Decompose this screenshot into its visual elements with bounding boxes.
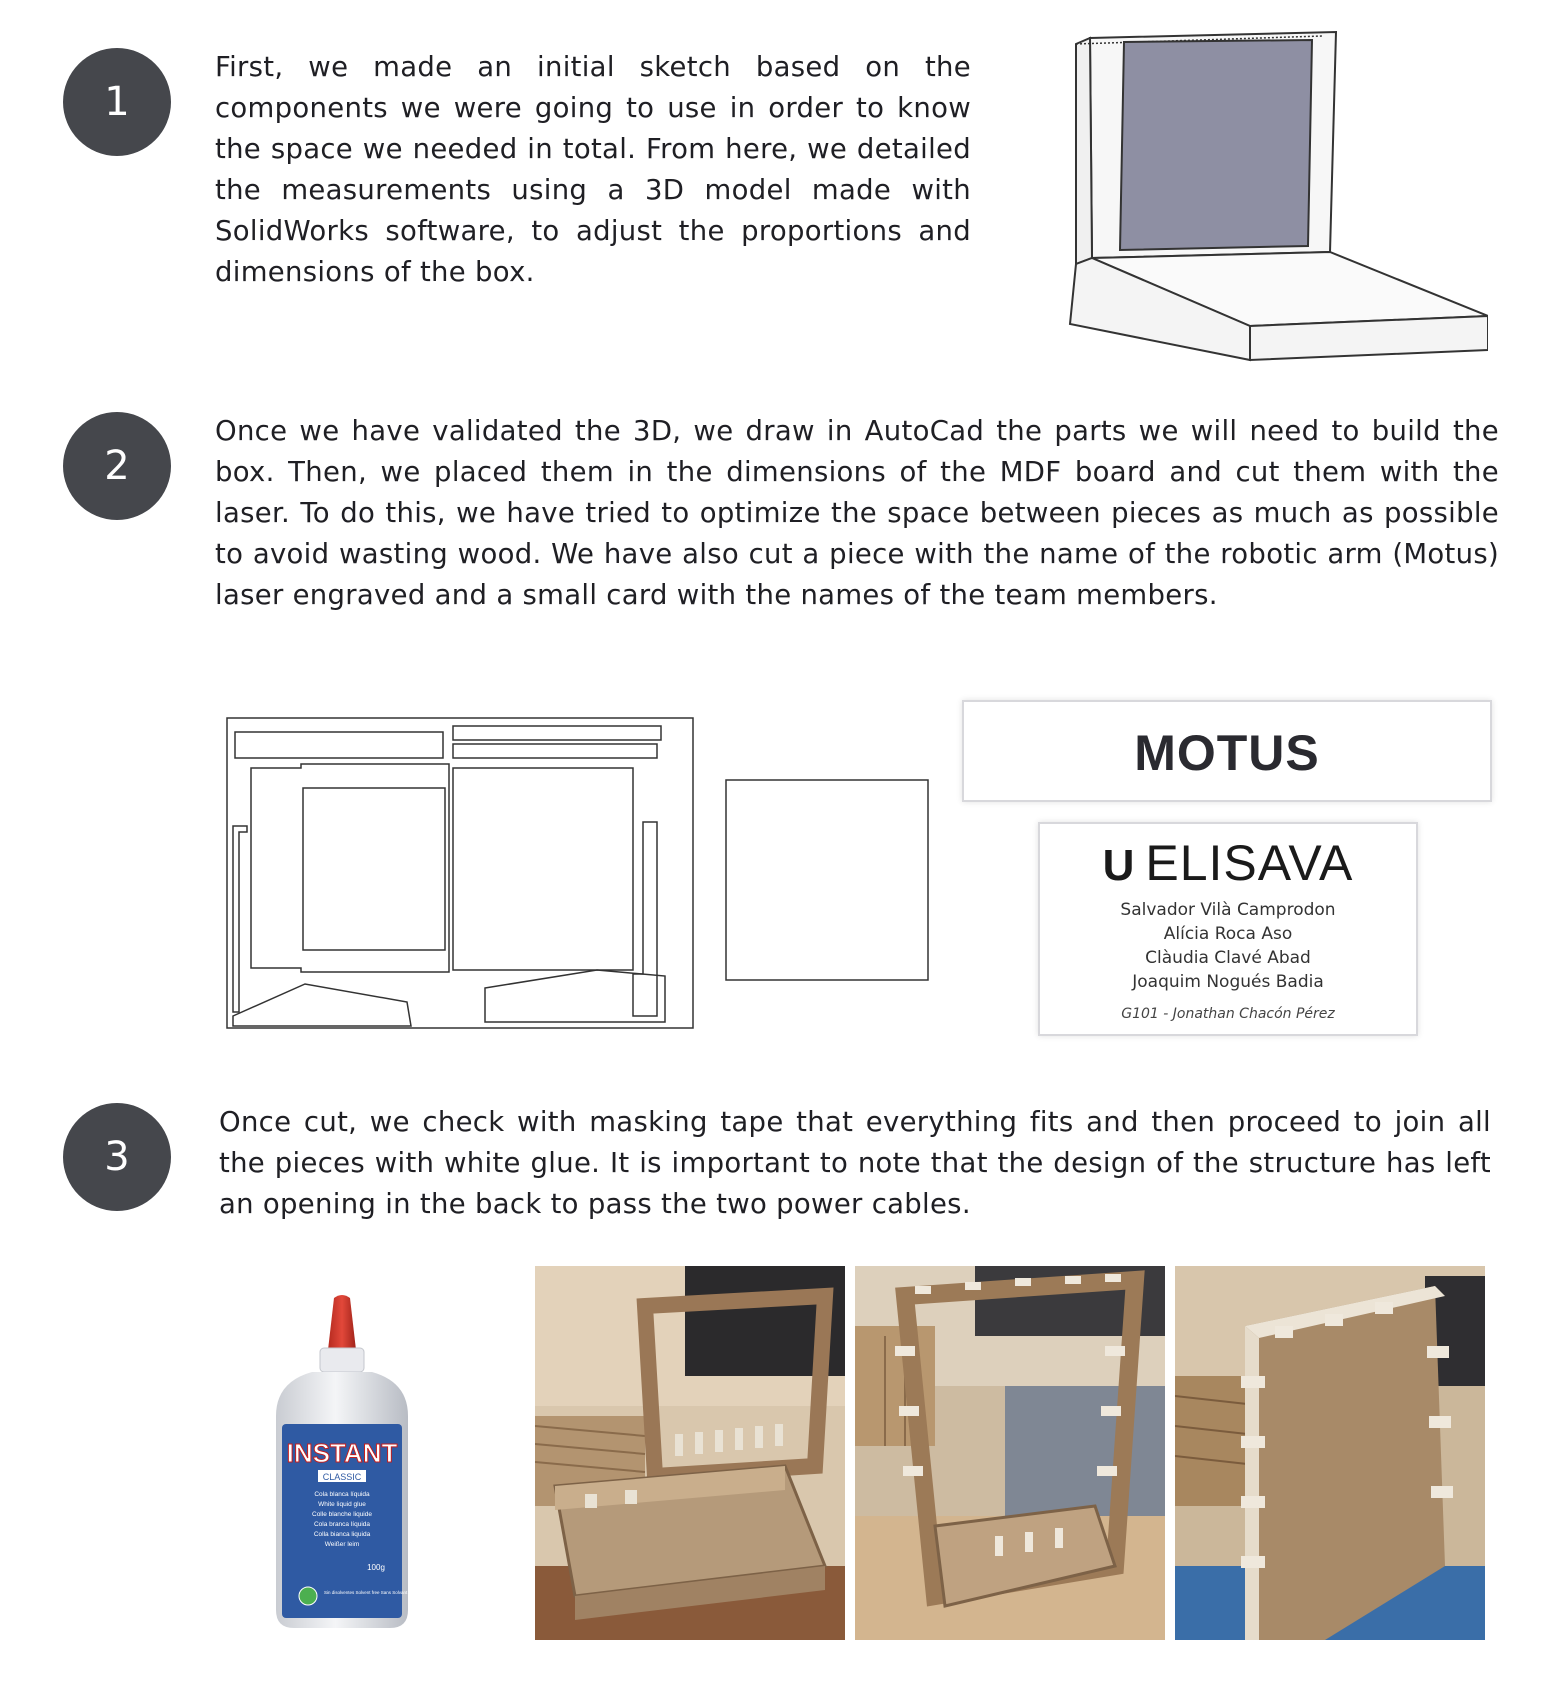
team-member: Clàudia Clavé Abad [1145, 948, 1311, 968]
bottle-line: Colle blanche liquide [312, 1511, 372, 1518]
screen-panel [1120, 40, 1312, 250]
box-3d-model [1068, 28, 1488, 363]
step-2-number: 2 [104, 443, 130, 489]
assembly-photo-3 [1175, 1266, 1485, 1640]
square-panel-drawing [724, 778, 930, 982]
step-2-text: Once we have validated the 3D, we draw in AutoCad the parts we will need to build the box. Then, we placed them in the dimensions of the MDF board and cut them with the laser. To do this, we have tried to optimize the space between pieces as much as possible to avoid wasting wood. We have also cut a piece with the name of the robotic arm (Motus) laser engraved and a small card with the names of the team members. [215, 415, 1499, 611]
mdf-board-outline [227, 718, 693, 1028]
bottle-line: Cola blanca líquida [314, 1491, 370, 1498]
elisava-u-mark: U [1102, 841, 1136, 890]
bottle-brand: INSTANT [286, 1438, 398, 1468]
step-1-badge [63, 48, 171, 156]
bottle-solvent-note: Sin disolventes Solvent free Sans Solvant [324, 1590, 408, 1595]
motus-sign [962, 700, 1492, 802]
bottle-weight: 100g [367, 1563, 385, 1572]
step-2-badge [63, 412, 171, 520]
eco-icon [299, 1587, 317, 1605]
bottle-variant: CLASSIC [322, 1472, 362, 1482]
bottle-line: White liquid glue [318, 1501, 366, 1508]
assembly-photo-2 [855, 1266, 1165, 1640]
bottle-line: Cola branca líquida [313, 1521, 371, 1528]
motus-title: MOTUS [1134, 725, 1320, 781]
back-panel-edge [1076, 38, 1092, 264]
team-member: Joaquim Nogués Badia [1132, 972, 1324, 992]
step-1-number: 1 [104, 79, 130, 125]
bottle-line: Colla bianca liquida [313, 1531, 371, 1538]
team-member: Alícia Roca Aso [1163, 924, 1293, 944]
step-3-number: 3 [104, 1134, 130, 1180]
autocad-cut-layout [225, 716, 695, 1032]
step-3-badge [63, 1103, 171, 1211]
step-3-text: Once cut, we check with masking tape that everything fits and then proceed to join all the pieces with white glue. It is important to note that the design of the structure has left an opening in the back to pass the two power cables. [219, 1106, 1491, 1220]
team-members-list [1040, 898, 1416, 994]
assembly-photo-1 [535, 1266, 845, 1640]
team-member: Salvador Vilà Camprodon [1120, 900, 1336, 920]
elisava-logo [1040, 834, 1416, 892]
team-card [1038, 822, 1418, 1036]
group-label: G101 - Jonathan Chacón Pérez [1121, 1006, 1335, 1022]
glue-bottle-image [262, 1292, 422, 1632]
bottle-line: Weißer leim [324, 1541, 360, 1548]
bottle-cap [328, 1295, 356, 1350]
elisava-logo-text: ELISAVA [1145, 835, 1354, 891]
step-1-text: First, we made an initial sketch based on the components we were going to use in order to know the space we needed in total. From here, we detailed the measurements using a 3D model made with SolidWorks software, to adjust the proportions and dimensions of the box. [215, 51, 971, 288]
